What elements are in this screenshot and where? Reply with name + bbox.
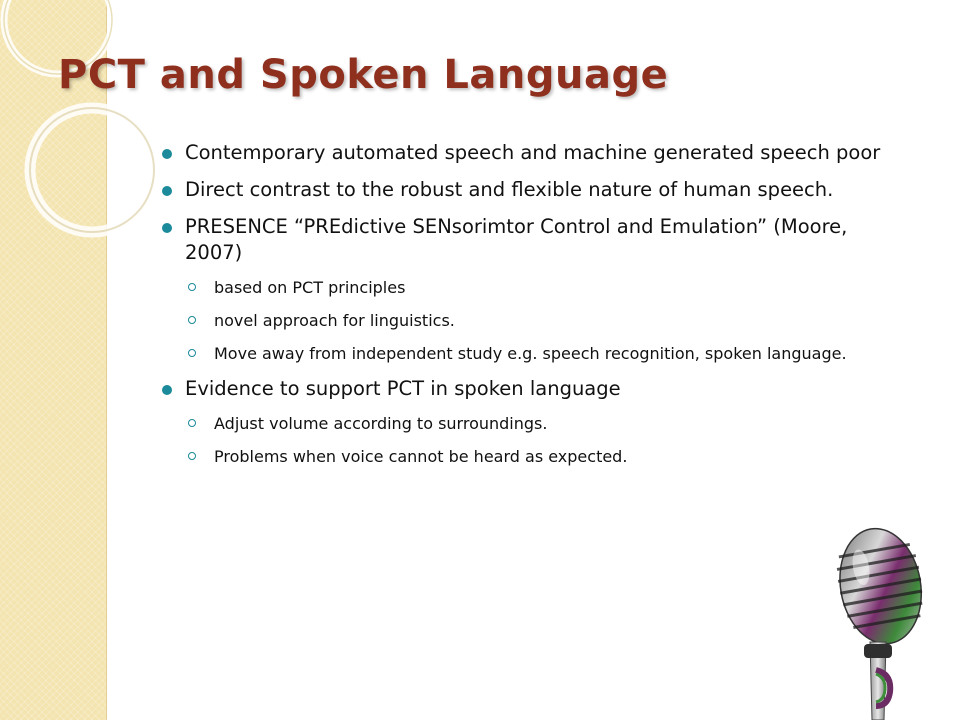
bullet-item	[160, 177, 890, 203]
bullet-text: Contemporary automated speech and machine generated speech poor	[185, 141, 881, 164]
bullet-ring-icon	[188, 349, 196, 357]
microphone-image	[826, 524, 938, 720]
bullet-ring-icon	[188, 452, 196, 460]
bullet-list	[160, 140, 890, 479]
bullet-ring-icon	[188, 419, 196, 427]
bullet-text: PRESENCE “PREdictive SENsorimtor Control and Emulation” (Moore, 2007)	[185, 215, 848, 264]
sub-bullet-item	[160, 277, 890, 298]
bullet-dot-icon	[162, 149, 172, 159]
sub-bullet-item	[160, 446, 890, 467]
bullet-text: novel approach for linguistics.	[214, 311, 455, 330]
sub-bullet-item	[160, 310, 890, 331]
decorative-side-panel	[0, 0, 107, 720]
bullet-item	[160, 376, 890, 402]
slide-title: PCT and Spoken Language	[58, 52, 669, 98]
bullet-dot-icon	[162, 223, 172, 233]
sub-bullet-item	[160, 343, 890, 364]
bullet-text: Problems when voice cannot be heard as expected.	[214, 447, 628, 466]
bullet-dot-icon	[162, 186, 172, 196]
bullet-text: Evidence to support PCT in spoken language	[185, 377, 621, 400]
bullet-item	[160, 214, 890, 266]
bullet-ring-icon	[188, 283, 196, 291]
bullet-ring-icon	[188, 316, 196, 324]
bullet-dot-icon	[162, 385, 172, 395]
bullet-text: based on PCT principles	[214, 278, 406, 297]
bullet-item	[160, 140, 890, 166]
bullet-text: Move away from independent study e.g. speech recognition, spoken language.	[214, 344, 847, 363]
bullet-text: Direct contrast to the robust and flexible nature of human speech.	[185, 178, 834, 201]
sub-bullet-item	[160, 413, 890, 434]
bullet-text: Adjust volume according to surroundings.	[214, 414, 548, 433]
